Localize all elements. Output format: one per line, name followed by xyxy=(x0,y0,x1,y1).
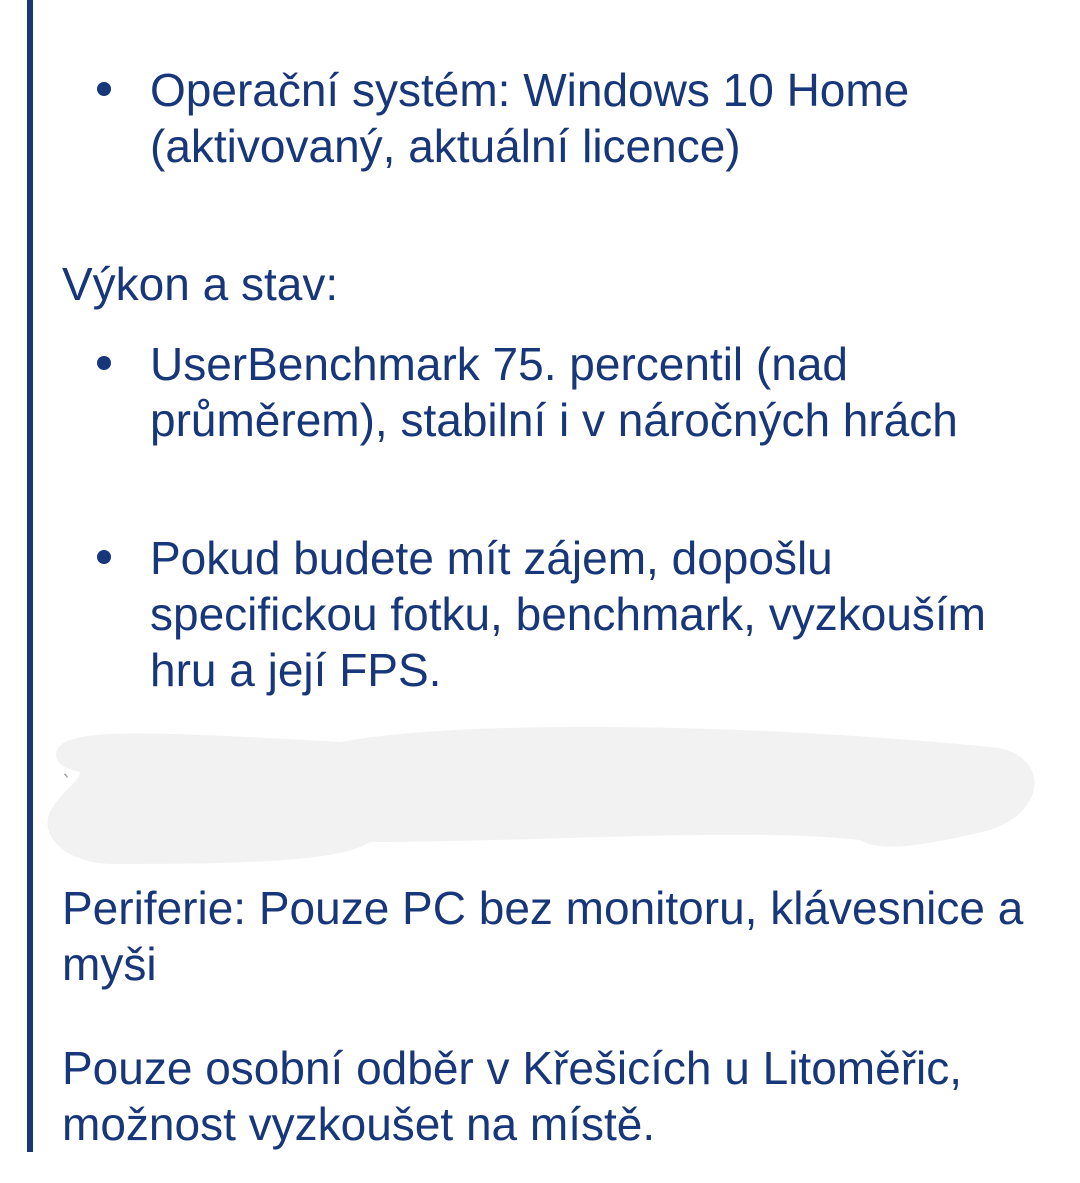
list-item-benchmark: UserBenchmark 75. percentil (nad průměrem), stabilní i v náročných hrách xyxy=(150,338,958,446)
redaction-scribble xyxy=(40,712,1050,872)
bullet-dot xyxy=(97,550,111,564)
bullet-dot xyxy=(97,356,111,370)
peripherals-text: Periferie: Pouze PC bez monitoru, klávesnice a myši xyxy=(62,882,1024,990)
list-item-offer: Pokud budete mít zájem, dopošlu specifickou fotku, benchmark, vyzkouším hru a její FPS. xyxy=(150,532,986,696)
bullet-dot xyxy=(97,82,111,96)
stray-glyph: ` xyxy=(62,771,72,795)
pickup-text: Pouze osobní odběr v Křešicích u Litoměřic, možnost vyzkoušet na místě. xyxy=(62,1042,963,1150)
list-item-os: Operační systém: Windows 10 Home (aktivovaný, aktuální licence) xyxy=(150,64,910,172)
section-heading-performance: Výkon a stav: xyxy=(62,258,339,310)
